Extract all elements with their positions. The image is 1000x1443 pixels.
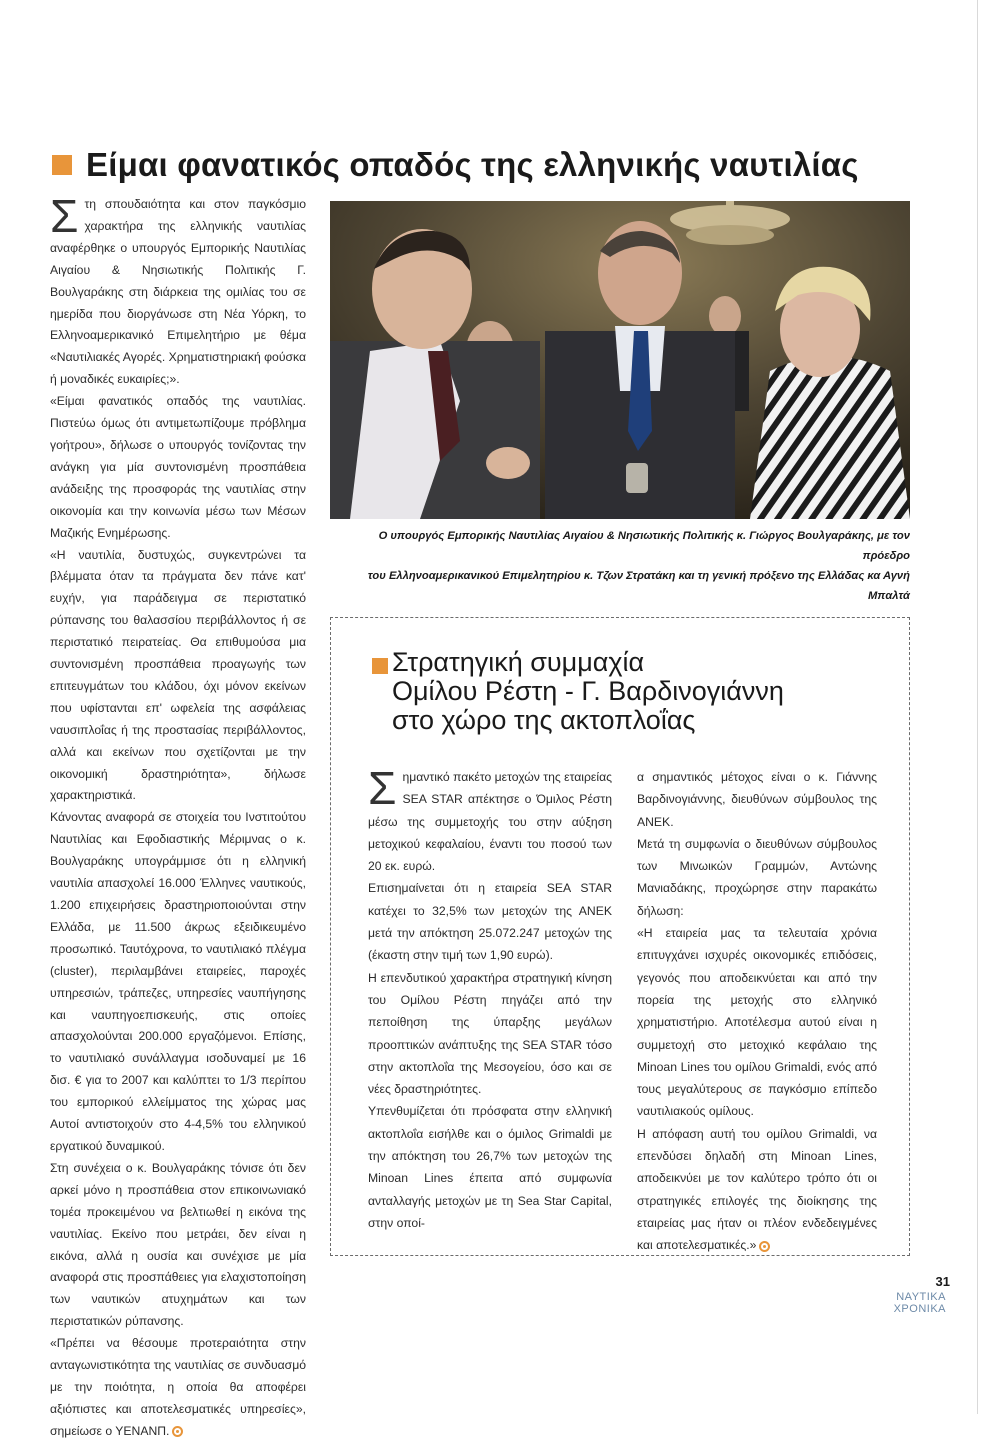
sidebar-column-1	[368, 762, 612, 1234]
magazine-name-line: ΧΡΟΝΙΚΑ	[893, 1303, 946, 1315]
article-paragraph: τη σπουδαιότητα και στον παγκόσμιο χαρακτήρα της ελληνικής ναυτιλίας αναφέρθηκε ο υπουργός Εμπορικής Ναυτιλίας Αιγαίου & Νησιωτικής Πολιτικής Γ. Βουλγαράκης στη διάρκεια της ομιλίας του σε ημερίδα που διοργάνωσε στη Νέα Υόρκη, το Ελληνοαμερικανικό Επιμελητήριο με θέμα «Ναυτιλιακές Αγορές. Χρηματιστηριακή φούσκα ή μοναδικές ευκαιρίες;».	[50, 197, 306, 387]
drop-cap: Σ	[50, 190, 79, 242]
sidebar-title: Στρατηγική συμμαχία Ομίλου Ρέστη - Γ. Βαρδινογιάννη στο χώρο της ακτοπλοΐας	[392, 647, 784, 735]
sidebar-column-2	[637, 766, 877, 1257]
article-paragraph-last: «Πρέπει να θέσουμε προτεραιότητα στην ανταγωνιστικότητα της ναυτιλίας σε συνδυασμό με την ποιότητα, η οποία θα αποφέρει αξιόπιστες και αποτελεσματικές υπηρεσίες», σημείωσε ο ΥΕΝΑΝΠ.	[50, 1336, 306, 1438]
page-number: 31	[935, 1274, 950, 1289]
article-title: Είμαι φανατικός οπαδός της ελληνικής ναυτιλίας	[86, 146, 859, 183]
event-photo	[330, 201, 910, 519]
magazine-name-line: ΝΑΥΤΙΚΑ	[896, 1291, 946, 1303]
sidebar-paragraph: Επισημαίνεται ότι η εταιρεία SEA STAR κατέχει το 32,5% των μετοχών της ΑΝΕΚ μετά την απόκτηση 25.072.247 μετοχών της (έκαστη στην τιμή των 1,90 ευρώ).	[368, 881, 612, 963]
sidebar-paragraph: Υπενθυμίζεται ότι πρόσφατα στην ελληνική ακτοπλοΐα εισήλθε και ο όμιλος Grimaldi με την απόκτηση του 26,7% των μετοχών της Minoan Lines έπειτα από συμφωνία ανταλλαγής μετοχών με τη Sea Star Capital, στην οποί-	[368, 1104, 612, 1230]
sidebar-paragraph: Μετά τη συμφωνία ο διευθύνων σύμβουλος των Μινωικών Γραμμών, Αντώνης Μανιαδάκης, προχώρησε στην παρακάτω δήλωση:	[637, 836, 877, 918]
photo-caption	[330, 526, 910, 606]
sidebar-paragraph: «Η εταιρεία μας τα τελευταία χρόνια επιτυγχάνει ισχυρές οικονομικές επιδόσεις, γεγονός που αποδεικνύεται και από την πορεία της μετοχής στο ελληνικό χρηματιστήριο. Αποτέλεσμα αυτού είναι η συμμετοχή στο μετοχικό κεφάλαιο της Minoan Lines του ομίλου Grimaldi, ενός από τους μεγαλύτερους σε παγκόσμιο επίπεδο ναυτιλιακούς ομίλους.	[637, 926, 877, 1119]
sidebar-paragraph: α σημαντικός μέτοχος είναι ο κ. Γιάννης Βαρδινογιάννης, διευθύνων σύμβουλος της ΑΝΕΚ.	[637, 770, 877, 829]
end-of-article-icon	[759, 1241, 770, 1252]
orange-square-bullet-icon	[372, 658, 388, 674]
article-title-block	[52, 140, 952, 190]
article-paragraph: Κάνοντας αναφορά σε στοιχεία του Ινστιτούτου Ναυτιλίας και Εφοδιαστικής Μέριμνας ο κ. Βουλγαράκης υπογράμμισε ότι η ελληνική ναυτιλία απασχολεί 16.000 Έλληνες ναυτικούς, 1.200 επιχειρήσεις δραστηριοποιούνται στην Ελλάδα, με 11.500 άκρως εξειδικευμένο προσωπικό. Ταυτόχρονα, το ναυτιλιακό πλέγμα (cluster), περιλαμβάνει εταιρείες, παροχές υπηρεσιών, τράπεζες, υπηρεσίες ναυπήγησης και ναυπηγοεπισκευής, στις οποίες απασχολούνται 200.000 εργαζόμενοι. Επίσης, το ναυτιλιακό συνάλλαγμα ισοδυναμεί με 16 δισ. € για το 2007 και καλύπτει το 1/3 περίπου του εμπορικού ελλείμματος της χώρας μας Αυτοί αντιστοιχούν στο 4-4,5% του ελληνικού εργατικού δυναμικού.	[50, 810, 306, 1153]
drop-cap: Σ	[368, 762, 397, 814]
end-of-article-icon	[172, 1426, 183, 1437]
sidebar-paragraph-last: Η απόφαση αυτή του ομίλου Grimaldi, να επενδύσει δηλαδή στη Minoan Lines, αποδεικνύει με τον καλύτερο τρόπο ότι οι στρατηγικές επιλογές της διοίκησης της εταιρείας μας ήταν οι πλέον ενδεδειγμένες και αποτελεσματικές.»	[637, 1126, 877, 1253]
sidebar-paragraph: Η επενδυτικού χαρακτήρα στρατηγική κίνηση του Ομίλου Ρέστη πηγάζει από την πεποίθηση της ύπαρξης μεγάλων προοπτικών ανάπτυξης της SEA STAR τόσο στην ακτοπλοΐα της Μεσογείου, όσο και σε νέες δραστηριότητες.	[368, 970, 612, 1097]
article-paragraph: «Η ναυτιλία, δυστυχώς, συγκεντρώνει τα βλέμματα όταν τα πράγματα δεν πάνε κατ' ευχήν, για παράδειγμα σε περιστατικό ρύπανσης του θαλασσίου περιβάλλοντος ή σε περιστατικό πειρατείας. Θα επιθυμούσα μια συντονισμένη προσπάθεια προαγωγής των επιτευγμάτων του κλάδου, όχι μόνον εκείνων που υφίστανται επ' ωφελεία της ασφάλειας ναυσιπλοΐας ή της προστασίας περιβάλλοντος, αλλά και εκείνων που σχετίζονται με την οικονομική δραστηριότητα», δήλωσε χαρακτηριστικά.	[50, 547, 306, 803]
article-paragraph: Στη συνέχεια ο κ. Βουλγαράκης τόνισε ότι δεν αρκεί μόνο η προσπάθεια στον επικοινωνιακό τομέα προκειμένου να βελτιωθεί η εικόνα της ναυτιλίας. Εκείνο που μετράει, δεν είναι η εικόνα, αλλά η ουσία και συνέχισε με μία αναφορά στις προσπάθειες για ελαχιστοποίηση των ναυτικών ατυχημάτων και των περιστατικών ρύπανσης.	[50, 1160, 306, 1329]
sidebar-paragraph: ημαντικό πακέτο μετοχών της εταιρείας SEA STAR απέκτησε ο Όμιλος Ρέστη μέσω της συμμετοχής του στην αύξηση μετοχικού κεφαλαίου, έναντι του ποσού των 20 εκ. ευρώ.	[368, 770, 612, 874]
photo-caption-line: Ο υπουργός Εμπορικής Ναυτιλίας Αιγαίου & Νησιωτικής Πολιτικής κ. Γιώργος Βουλγαράκης, με τον πρόεδρο	[378, 530, 910, 562]
orange-square-bullet-icon	[52, 155, 72, 175]
article-paragraph: «Είμαι φανατικός οπαδός της ναυτιλίας. Πιστεύω όμως ότι αντιμετωπίζουμε πρόβλημα γοήτρου», δήλωσε ο υπουργός τονίζοντας την ανάγκη για μία συντονισμένη προσπάθεια ανάδειξης της προσφοράς της ναυτιλίας στην οικονομία και την κοινωνία μέσω των Μέσων Μαζικής Ενημέρωσης.	[50, 394, 306, 540]
photo-caption-line: του Ελληνοαμερικανικού Επιμελητηρίου κ. Τζων Στρατάκη και τη γενική πρόξενο της Ελλάδας κα Αγνή Μπαλτά	[367, 570, 910, 602]
article-body	[50, 190, 306, 1443]
